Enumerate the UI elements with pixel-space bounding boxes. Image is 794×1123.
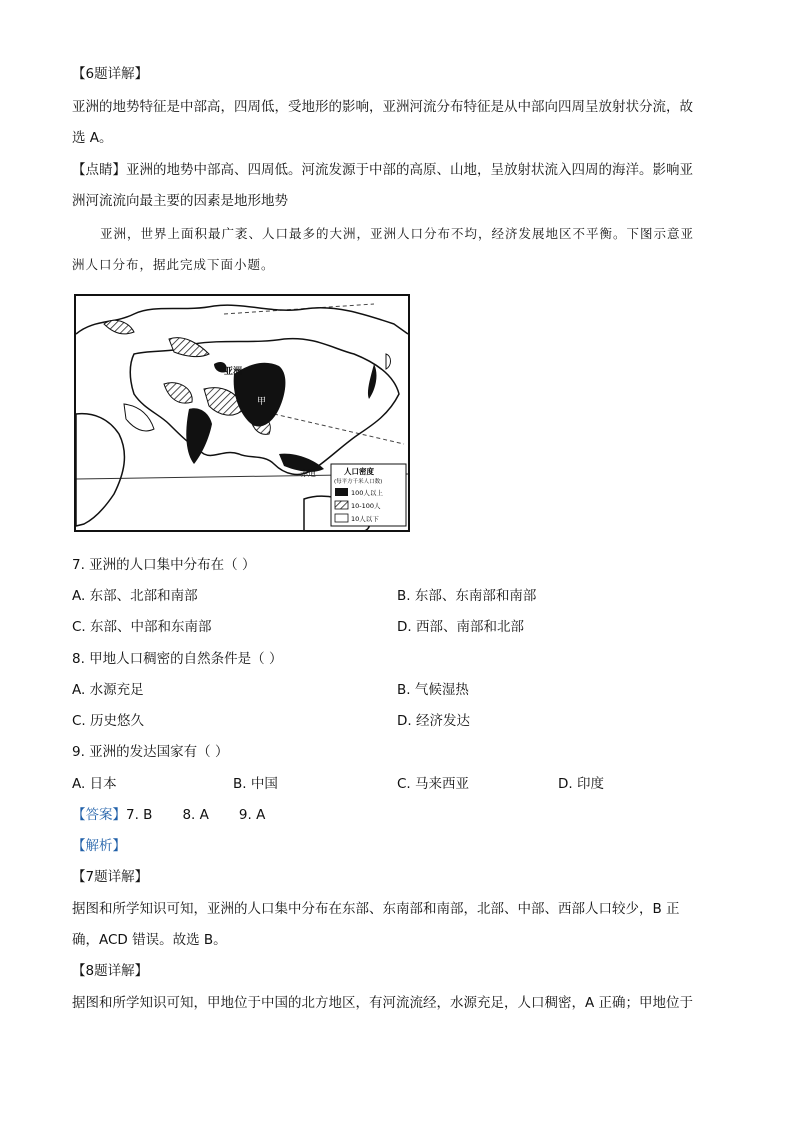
q9-option-b[interactable]: B. 中国 (233, 776, 278, 792)
legend-item-mid: 10-100人 (351, 502, 381, 510)
q7-detail-line2: 确，ACD 错误。故选 B。 (72, 932, 227, 948)
q9-option-a[interactable]: A. 日本 (72, 776, 117, 792)
q9-option-d[interactable]: D. 印度 (558, 776, 604, 792)
q6-detail-line1: 亚洲的地势特征是中部高，四周低，受地形的影响，亚洲河流分布特征是从中部向四周呈放射状分流，故 (72, 99, 693, 115)
legend-swatch-high (335, 488, 348, 496)
q8-detail-title: 【8题详解】 (72, 963, 149, 979)
intro-line1: 亚洲，世界上面积最广袤、人口最多的大洲，亚洲人口分布不均，经济发展地区不平衡。下图示意亚 (100, 226, 695, 241)
q8-option-b[interactable]: B. 气候湿热 (397, 682, 469, 698)
q8-option-c[interactable]: C. 历史悠久 (72, 713, 145, 729)
q7-option-b[interactable]: B. 东部、东南部和南部 (397, 588, 537, 604)
legend-title: 人口密度 (344, 467, 374, 476)
legend-item-low: 10人以下 (351, 515, 379, 523)
q8-option-a[interactable]: A. 水源充足 (72, 682, 144, 698)
q7-detail-title: 【7题详解】 (72, 869, 149, 885)
intro-line2: 洲人口分布，据此完成下面小题。 (72, 257, 275, 272)
comment-line1 (72, 160, 693, 180)
map-label-equator: 赤道 (300, 469, 316, 478)
answer-label: 【答案】 (72, 807, 126, 823)
q7-detail-line1: 据图和所学知识可知，亚洲的人口集中分布在东部、东南部和南部，北部、中部、西部人口较少，B 正 (72, 901, 680, 917)
q7-option-d[interactable]: D. 西部、南部和北部 (397, 619, 524, 635)
comment-text: 亚洲的地势中部高、四周低。河流发源于中部的高原、山地，呈放射状流入四周的海洋。影响亚 (126, 162, 693, 178)
legend-swatch-mid (335, 501, 348, 509)
legend-swatch-low (335, 514, 348, 522)
q9-stem: 9. 亚洲的发达国家有（ ） (72, 744, 229, 760)
q8-stem: 8. 甲地人口稠密的自然条件是（ ） (72, 651, 283, 667)
q6-detail-line2: 选 A。 (72, 130, 113, 146)
analysis-label: 【解析】 (72, 838, 126, 854)
asia-population-map (74, 294, 410, 532)
comment-title: 【点睛】 (72, 162, 126, 178)
q8-detail-line1: 据图和所学知识可知，甲地位于中国的北方地区，有河流流经，水源充足，人口稠密，A 正确；甲地位于 (72, 995, 694, 1011)
q6-detail-title: 【6题详解】 (72, 66, 149, 82)
legend-subtitle: (每平方千米人口数) (334, 479, 383, 485)
q7-stem: 7. 亚洲的人口集中分布在（ ） (72, 557, 256, 573)
answer-text: 7. B 8. A 9. A (126, 807, 266, 823)
q9-option-c[interactable]: C. 马来西亚 (397, 776, 470, 792)
comment-line2: 洲河流流向最主要的因素是地形地势 (72, 193, 288, 209)
q8-option-d[interactable]: D. 经济发达 (397, 713, 470, 729)
legend-item-high: 100人以上 (351, 489, 383, 497)
map-label-asia: 亚洲 (224, 367, 243, 377)
q7-option-c[interactable]: C. 东部、中部和东南部 (72, 619, 212, 635)
answer-line (72, 805, 265, 825)
map-label-jia: 甲 (257, 397, 267, 407)
map-legend (331, 464, 406, 526)
q7-option-a[interactable]: A. 东部、北部和南部 (72, 588, 198, 604)
